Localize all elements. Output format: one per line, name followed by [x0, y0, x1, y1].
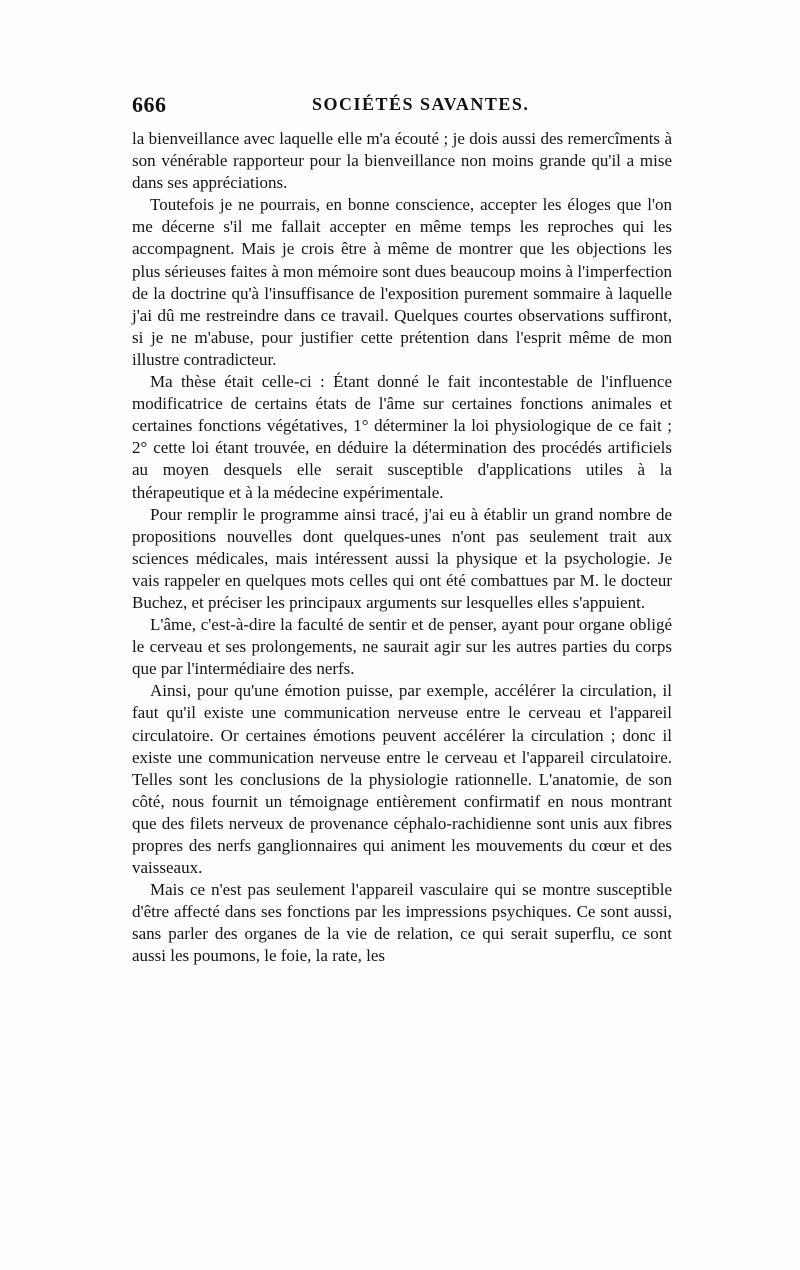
paragraph: la bienveillance avec laquelle elle m'a écouté ; je dois aussi des remercîments à son vénérable rapporteur pour la bienveillance non moins grande qu'il a mise dans ses appréciations.	[132, 129, 672, 193]
page-header	[132, 92, 672, 120]
paragraph: Pour remplir le programme ainsi tracé, j'ai eu à établir un grand nombre de propositions nouvelles dont quelques-unes n'ont pas seulement trait aux sciences médicales, mais intéressent aussi la physique et la psychologie. Je vais rappeler en quelques mots celles qui ont été combattues par M. le docteur Buchez, et préciser les principaux arguments sur lesquelles elles s'appuient.	[132, 504, 672, 612]
body-text	[132, 128, 672, 968]
running-title: SOCIÉTÉS SAVANTES.	[312, 94, 530, 114]
paragraph: Toutefois je ne pourrais, en bonne conscience, accepter les éloges que l'on me décerne s'il me fallait accepter en même temps les reproches qui les accompagnent. Mais je crois être à même de montrer que les objections les plus sérieuses faites à mon mémoire sont dues beaucoup moins à l'imperfection de la doctrine qu'à l'insuffisance de l'exposition purement sommaire à laquelle j'ai dû me restreindre dans ce travail. Quelques courtes observations suffiront, si je ne m'abuse, pour justifier cette prétention dans l'esprit même de mon illustre contradicteur.	[132, 195, 672, 369]
paragraph: Ainsi, pour qu'une émotion puisse, par exemple, accélérer la circulation, il faut qu'il existe une communication nerveuse entre le cerveau et l'appareil circulatoire. Or certaines émotions peuvent accélérer la circulation ; donc il existe une communication nerveuse entre le cerveau et l'appareil circulatoire. Telles sont les conclusions de la physiologie rationnelle. L'anatomie, de son côté, nous fournit un témoignage entièrement confirmatif en nous montrant que des filets nerveux de provenance céphalo-rachidienne sont unis aux fibres propres des nerfs ganglionnaires qui animent les mouvements du cœur et des vaisseaux.	[132, 681, 672, 878]
paragraph: L'âme, c'est-à-dire la faculté de sentir et de penser, ayant pour organe obligé le cerveau et ses prolongements, ne saurait agir sur les autres parties du corps que par l'intermédiaire des nerfs.	[132, 615, 672, 679]
paragraph: Ma thèse était celle-ci : Étant donné le fait incontestable de l'influence modificatrice de certains états de l'âme sur certaines fonctions animales et certaines fonctions végétatives, 1° déterminer la loi physiologique de ce fait ; 2° cette loi étant trouvée, en déduire la détermination des procédés artificiels au moyen desquels elle serait susceptible d'applications utiles à la thérapeutique et à la médecine expérimentale.	[132, 372, 672, 502]
page-number: 666	[132, 92, 167, 117]
paragraph: Mais ce n'est pas seulement l'appareil vasculaire qui se montre susceptible d'être affecté dans ses fonctions par les impressions psychiques. Ce sont aussi, sans parler des organes de la vie de relation, ce qui serait superflu, ce sont aussi les poumons, le foie, la rate, les	[132, 880, 672, 966]
